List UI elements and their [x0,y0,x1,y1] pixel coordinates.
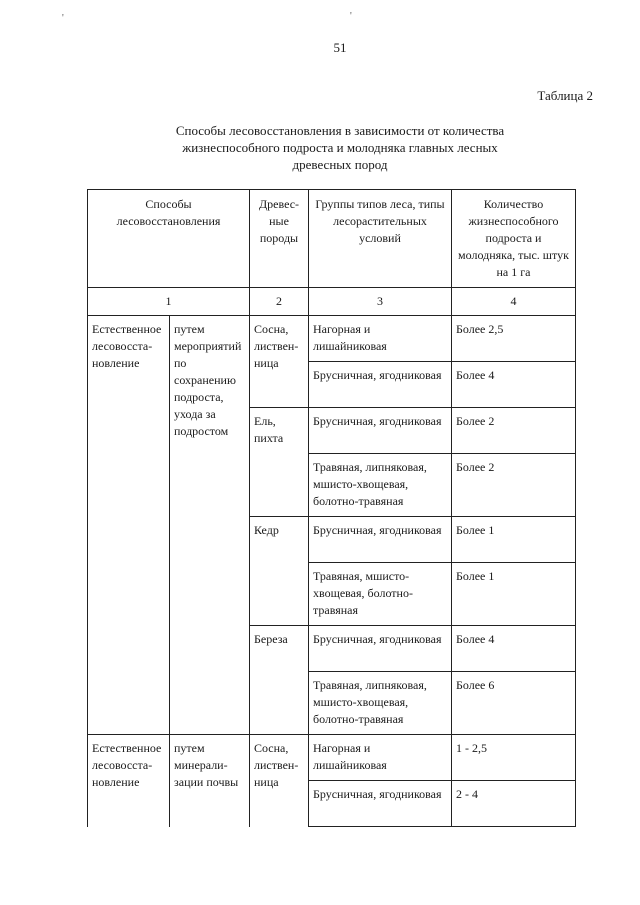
page-number: 51 [333,40,347,55]
column-number: 1 [88,288,250,316]
table-caption [140,122,540,173]
species-cell: Кедр [250,517,309,626]
forest-type-cell: Брусничная, ягодниковая [309,626,452,672]
header-species: Древес-ные породы [250,190,309,288]
submethod-cell: путем минерали-зации почвы [170,735,250,827]
caption-line: Способы лесовосстановления в зависимости от количества [175,123,505,138]
species-cell: Ель, пихта [250,408,309,517]
amount-cell: Более 1 [452,563,576,626]
column-number: 2 [250,288,309,316]
amount-cell: Более 2 [452,454,576,517]
scan-mark: ' [350,11,352,22]
forest-type-cell: Нагорная и лишайниковая [309,735,452,781]
table-row [88,735,576,781]
forest-type-cell: Нагорная и лишайниковая [309,316,452,362]
amount-cell: Более 6 [452,672,576,735]
reforestation-table [87,189,576,827]
amount-cell: Более 4 [452,626,576,672]
species-cell: Сосна, листвен-ница [250,735,309,827]
amount-cell: Более 2,5 [452,316,576,362]
caption-line: древесных пород [292,157,388,172]
header-forest-types: Группы типов леса, типы лесорастительных условий [309,190,452,288]
method-cell: Естественное лесовосста-новление [88,316,170,735]
species-cell: Береза [250,626,309,735]
forest-type-cell: Травяная, липняковая, мшисто-хвощевая, болотно-травяная [309,672,452,735]
forest-type-cell: Брусничная, ягодниковая [309,362,452,408]
column-number: 4 [452,288,576,316]
forest-type-cell: Травяная, липняковая, мшисто-хвощевая, болотно-травяная [309,454,452,517]
submethod-text: путем мероприятий по сохранению подроста, ухода за подростом [174,322,242,438]
method-cell: Естественное лесовосста-новление [88,735,170,827]
forest-type-cell: Брусничная, ягодниковая [309,781,452,827]
caption-line: жизнеспособного подроста и молодняка главных лесных [182,140,498,155]
amount-cell: Более 1 [452,517,576,563]
forest-type-cell: Травяная, мшисто-хвощевая, болотно-травяная [309,563,452,626]
amount-cell: 2 - 4 [452,781,576,827]
forest-type-cell: Брусничная, ягодниковая [309,517,452,563]
amount-cell: Более 2 [452,408,576,454]
species-cell: Сосна, листвен-ница [250,316,309,408]
forest-type-cell: Брусничная, ягодниковая [309,408,452,454]
submethod-cell [170,316,250,735]
table-label: Таблица 2 [537,88,593,103]
table-row [88,316,576,362]
header-row [88,190,576,288]
header-methods: Способы лесовосстановления [88,190,250,288]
column-number-row [88,288,576,316]
column-number: 3 [309,288,452,316]
header-amount: Количество жизнеспособного подроста и молодняка, тыс. штук на 1 га [452,190,576,288]
amount-cell: Более 4 [452,362,576,408]
amount-cell: 1 - 2,5 [452,735,576,781]
scan-mark: ' [62,13,64,24]
